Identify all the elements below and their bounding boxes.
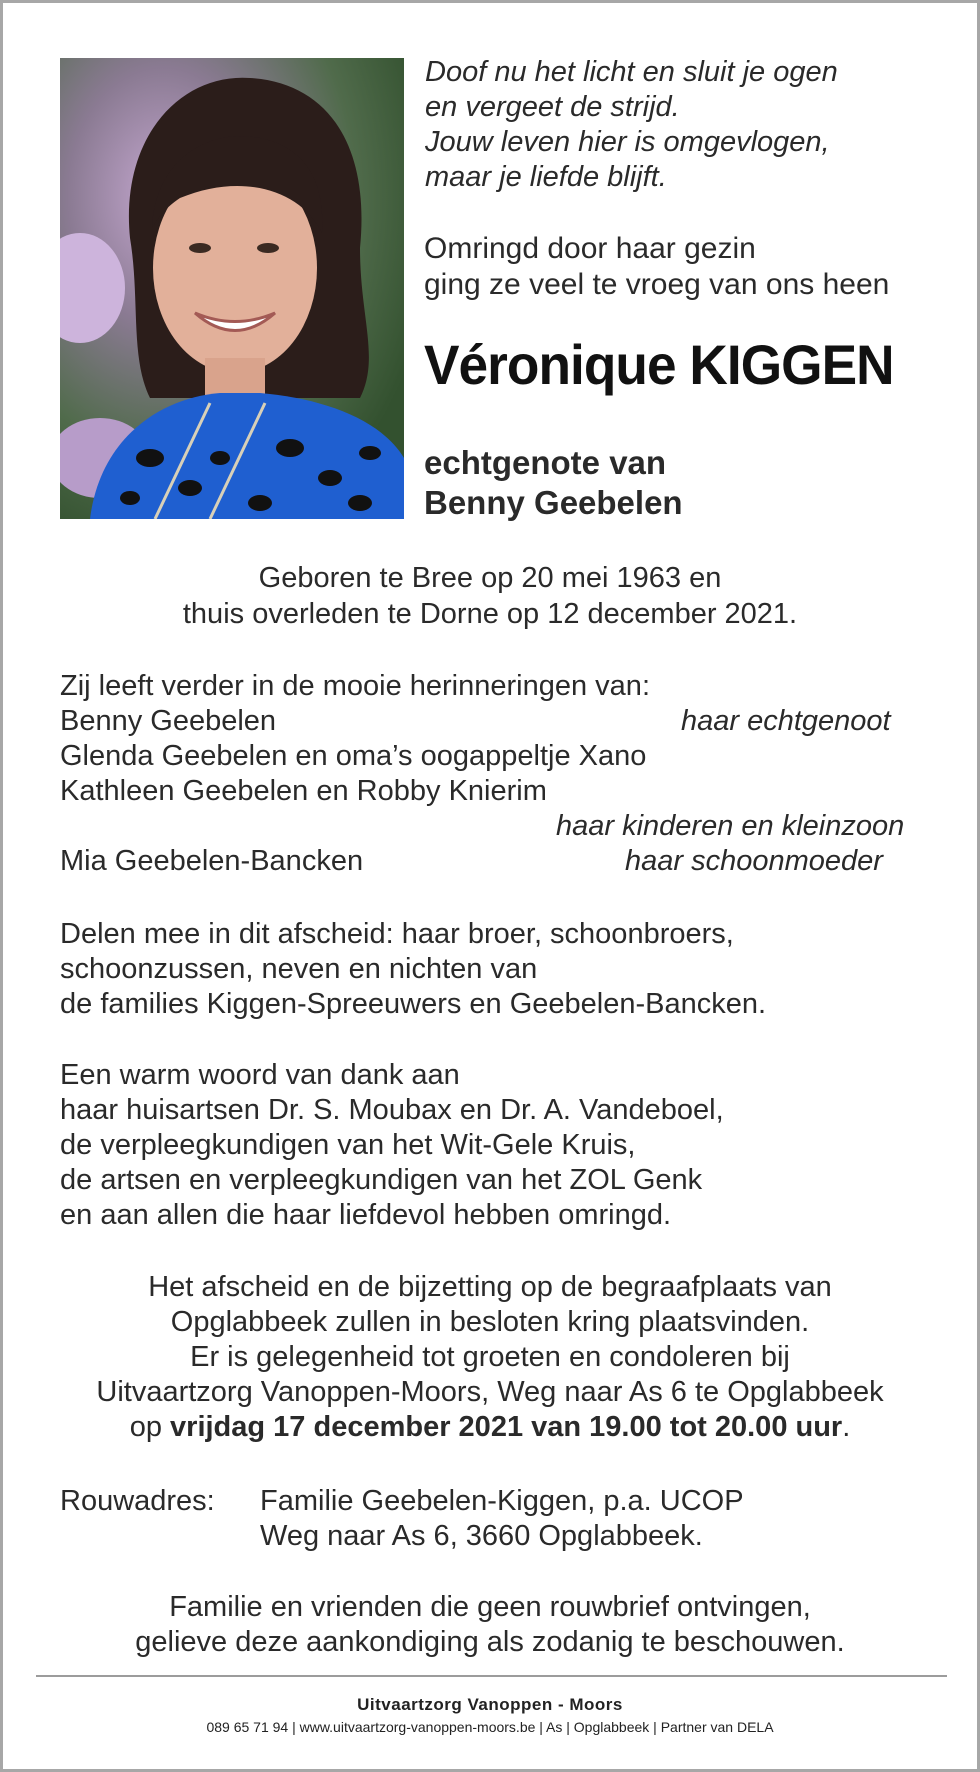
funeral-home-name: Uitvaartzorg Vanoppen - Moors [357, 1695, 623, 1714]
intro-line: Omringd door haar gezin [424, 232, 756, 265]
closing-line: Familie en vrienden die geen rouwbrief ontvingen, [169, 1591, 811, 1623]
family-member-name: Glenda Geebelen en oma’s oogappeltje Xano [60, 740, 647, 772]
spouse-block [424, 443, 683, 523]
share-line: Delen mee in dit afscheid: haar broer, schoonbroers, [60, 918, 734, 950]
family-member-name: Kathleen Geebelen en Robby Knierim [60, 775, 547, 807]
spouse-line: echtgenote van [424, 444, 667, 481]
deceased-name: Véronique KIGGEN [424, 333, 894, 396]
ceremony-date-time: vrijdag 17 december 2021 van 19.00 tot 20.00 uur [170, 1411, 843, 1443]
address-label: Rouwadres: [60, 1485, 215, 1517]
ceremony-line: Opglabbeek zullen in besloten kring plaatsvinden. [170, 1306, 810, 1338]
spouse-line: Benny Geebelen [424, 484, 683, 521]
poem-line: en vergeet de strijd. [425, 91, 680, 123]
address-line: Weg naar As 6, 3660 Opglabbeek. [260, 1520, 703, 1552]
thanks-line: haar huisartsen Dr. S. Moubax en Dr. A. Vandeboel, [60, 1094, 724, 1126]
closing-line: gelieve deze aankondiging als zodanig te beschouwen. [135, 1626, 845, 1658]
poem-line: Doof nu het licht en sluit je ogen [425, 56, 838, 88]
family-member-name: Benny Geebelen [60, 705, 277, 737]
portrait-photo [60, 58, 404, 519]
memories-heading: Zij leeft verder in de mooie herinneringen van: [60, 670, 650, 702]
poem-line: Jouw leven hier is omgevlogen, [425, 126, 830, 158]
ceremony-line: Het afscheid en de bijzetting op de begraafplaats van [148, 1271, 832, 1303]
thanks-line: de artsen en verpleegkundigen van het ZOL Genk [60, 1164, 703, 1196]
family-member-name: Mia Geebelen-Bancken [60, 845, 364, 877]
thanks-line: en aan allen die haar liefdevol hebben omringd. [60, 1199, 672, 1231]
birth-death-line: thuis overleden te Dorne op 12 december 2021. [182, 598, 798, 630]
intro-text [424, 231, 889, 303]
divider [36, 1675, 947, 1677]
ceremony-date-prefix: op [129, 1411, 171, 1443]
birth-death-text [3, 560, 977, 632]
address-line: Familie Geebelen-Kiggen, p.a. UCOP [260, 1485, 744, 1517]
family-member-role: haar schoonmoeder [625, 845, 883, 877]
birth-death-line: Geboren te Bree op 20 mei 1963 en [258, 562, 722, 594]
ceremony-date-suffix: . [842, 1411, 851, 1443]
ceremony-date [3, 1410, 977, 1446]
intro-line: ging ze veel te vroeg van ons heen [424, 268, 890, 301]
thanks-line: de verpleegkundigen van het Wit-Gele Kruis, [60, 1129, 636, 1161]
poem [425, 55, 838, 195]
family-member-role: haar kinderen en kleinzoon [556, 810, 905, 842]
poem-line: maar je liefde blijft. [425, 161, 667, 193]
ceremony-line: Er is gelegenheid tot groeten en condoleren bij [190, 1341, 790, 1373]
thanks-line: Een warm woord van dank aan [60, 1059, 460, 1091]
share-line: schoonzussen, neven en nichten van [60, 953, 538, 985]
family-member-role: haar echtgenoot [681, 705, 891, 737]
ceremony-line: Uitvaartzorg Vanoppen-Moors, Weg naar As 6 te Opglabbeek [96, 1376, 884, 1408]
funeral-home-contact: 089 65 71 94 | www.uitvaartzorg-vanoppen-moors.be | As | Opglabbeek | Partner van DELA [206, 1719, 774, 1735]
share-line: de families Kiggen-Spreeuwers en Geebelen-Bancken. [60, 988, 767, 1020]
